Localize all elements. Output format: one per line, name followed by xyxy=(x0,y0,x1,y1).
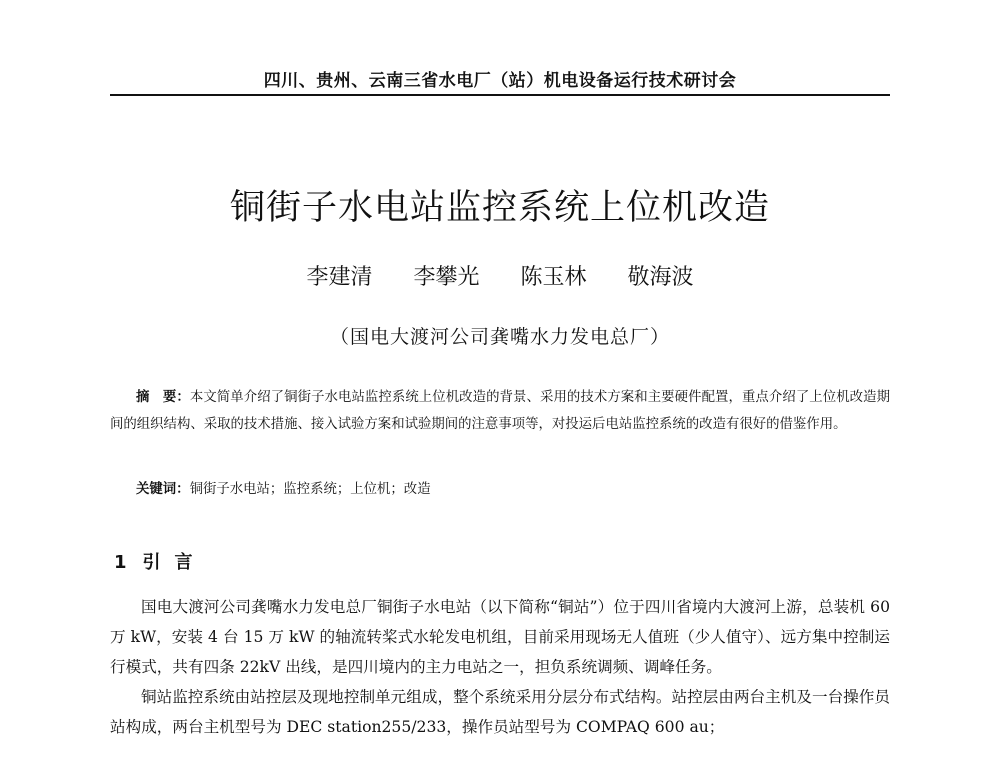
keywords xyxy=(136,478,890,497)
abstract xyxy=(110,384,890,438)
section-body xyxy=(110,592,890,742)
section-title: 引言 xyxy=(142,552,207,573)
section-number: 1 xyxy=(114,552,127,573)
author-name: 陈玉林 xyxy=(520,265,587,290)
keywords-text: 铜街子水电站；监控系统；上位机；改造 xyxy=(189,482,431,497)
affiliation: （国电大渡河公司龚嘴水力发电总厂） xyxy=(329,326,670,348)
running-header: 四川、贵州、云南三省水电厂（站）机电设备运行技术研讨会 xyxy=(263,71,737,91)
author-name: 敬海波 xyxy=(627,265,694,290)
abstract-label: 摘 要： xyxy=(136,390,190,405)
author-name: 李建清 xyxy=(306,265,373,290)
header-rule xyxy=(110,94,890,96)
body-paragraph: 铜站监控系统由站控层及现地控制单元组成，整个系统采用分层分布式结构。站控层由两台主机及一台操作员站构成，两台主机型号为 DEC station255/233，操作员站型号为 COMPAQ 600 au； xyxy=(110,688,890,736)
author-list xyxy=(100,260,900,291)
keywords-label: 关键词： xyxy=(136,482,190,497)
section-heading xyxy=(114,548,207,574)
paper-title: 铜街子水电站监控系统上位机改造 xyxy=(229,188,770,228)
body-paragraph: 国电大渡河公司龚嘴水力发电总厂铜街子水电站（以下简称“铜站”）位于四川省境内大渡河上游，总装机 60 万 kW，安装 4 台 15 万 kW 的轴流转桨式水轮发电机组，目前采用现场无人值班（少人值守）、远方集中控制运行模式，共有四条 22kV 出线，是四川境内的主力电站之一，担负系统调频、调峰任务。 xyxy=(110,598,890,676)
author-name: 李攀光 xyxy=(413,265,480,290)
abstract-text: 本文简单介绍了铜街子水电站监控系统上位机改造的背景、采用的技术方案和主要硬件配置，重点介绍了上位机改造期间的组织结构、采取的技术措施、接入试验方案和试验期间的注意事项等，对投运后电站监控系统的改造有很好的借鉴作用。 xyxy=(110,390,891,432)
